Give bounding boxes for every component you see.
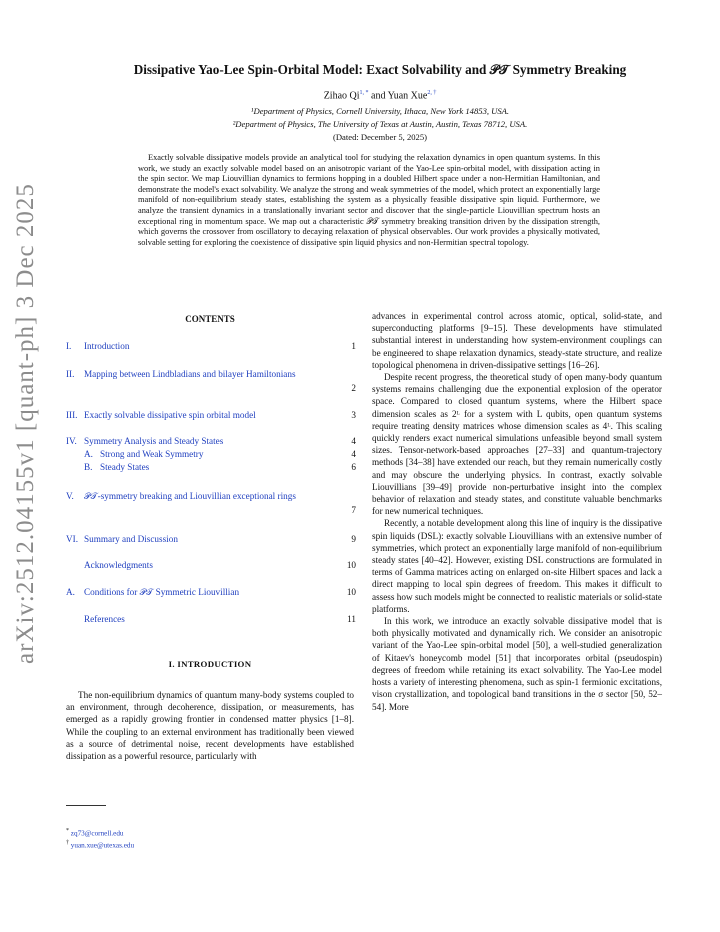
affiliation-2: ²Department of Physics, The University of Texas at Austin, Austin, Texas 78712, USA. [232,119,528,129]
affiliation-1: ¹Department of Physics, Cornell University, Ithaca, New York 14853, USA. [250,106,510,116]
table-of-contents: I. Introduction 1 II. Mapping between Lindbladians and bilayer Hamiltonians 2 III. Exactly solvable dissipative spin orbital model 3 IV. Symmetry Analysis and Steady States 4 A. Strong and Weak Symmetry 4 B. Steady States 6 V. 𝒫𝒯-symmetry breaking and Liouvillian exceptional rings 7 VI. Summary and Discussion 9 Acknowledgments 10 A. Conditions for 𝒫𝒯 Symmetric Liouvillian 10 References 11 [66,341,356,624]
date-line: (Dated: December 5, 2025) [332,132,427,142]
author-1: Zihao Qi [323,90,360,102]
right-column [372,310,662,713]
footnote-2: † yuan.xue@utexas.edu [66,840,135,850]
author-and: and [368,90,388,102]
email-link[interactable]: yuan.xue@utexas.edu [70,841,135,850]
footnote-1: * zq73@cornell.edu [66,828,124,838]
author-line [60,90,700,101]
contents-heading: CONTENTS [185,314,235,324]
paragraph: Despite recent progress, the theoretical study of open many-body quantum systems remains challenging due the exponential explosion of the operator space. Compared to closed quantum systems, where the Hilbert space dimension scales as 2ᴸ for a system with L qubits, open quantum systems require treating density matrices whose dimension scales as 4ᴸ. This scaling quickly renders exact numerical simulations unfeasible beyond small system sizes. Tensor-network-based approaches [27–33] and quantum-trajectory methods [34–38] have extended our reach, but they remain numerically costly and may obscure the underlying physics. In contrast, exactly solvable Liouvillians [39–49] provide non-perturbative insight into the complex behavior of relaxation and steady states, and constitute valuable benchmarks for new numerical techniques. [372,372,662,517]
abstract: Exactly solvable dissipative models provide an analytical tool for studying the relaxation dynamics in open quantum systems. In this work, we study an exactly solvable model based on an anisotropic variant of the Yao-Lee spin-orbital model, with dissipation acting in the spin sector. We map Liouvillian dynamics to fermions hopping in a doubled Hilbert space under a non-Hermitian Hamiltonian, and demonstrate the model's exact solvability. We analyze the strong and weak symmetries of the model, which protect an exponentially large manifold of non-equilibrium steady states, establishing the system as a physically feasible dissipative spin liquid. Furthermore, we analyze the transient dynamics in a translationally invariant sector and discover that the single-particle Liouvillian spectrum hosts an exceptional ring in momentum space. We map out a characteristic 𝒫𝒯 symmetry breaking transition driven by the dissipation strength, which governs the crossover from oscillatory to decaying relaxation of physical observables. Our work provides a physically motivated, solvable setting for exploring the coexistence of dissipative spin liquid physics and non-Hermitian spectral topology. [138,153,600,247]
email-link[interactable]: zq73@cornell.edu [70,829,124,838]
author-2: Yuan Xue [387,90,428,102]
footnotes [66,826,266,851]
footnote-rule [66,805,106,806]
paragraph: advances in experimental control across atomic, optical, solid-state, and superconducting platforms [9–15]. These developments have stimulated substantial interest in understanding how system-environment couplings can be engineered to shape relaxation dynamics, steady-state structure, and realize topological phenomena in driven-dissipative settings [16–26]. [372,311,662,370]
author-2-mark[interactable]: 2, † [427,90,437,96]
author-1-mark[interactable]: 1, * [359,90,369,96]
arxiv-identifier: arXiv:2512.04155v1 [quant-ph] 3 Dec 2025 [12,183,39,664]
section-heading-introduction: I. INTRODUCTION [168,659,252,669]
intro-left-column [66,689,354,762]
paper-title: Dissipative Yao-Lee Spin-Orbital Model: Exact Solvability and 𝒫𝒯 Symmetry Breaking [133,62,627,77]
paragraph: In this work, we introduce an exactly solvable dissipative model that is both physically motivated and dynamically rich. We consider an anisotropic variant of the Yao-Lee spin-orbital model [50], a well-studied generalization of Kitaev's honeycomb model [51] that incorporates orbital (pseudospin) degrees of freedom while retaining its exact solvability. The Yao-Lee model hosts a variety of interesting phenomena, such as spin-1 fermionic excitations, vison crystallization, and topological band transitions in the σ sector [50, 52–54]. More [372,616,662,712]
paragraph: The non-equilibrium dynamics of quantum many-body systems coupled to an environment, through decoherence, dissipation, or measurements, has emerged as a rapidly growing frontier in condensed matter physics [1–8]. While the coupling to an external environment has traditionally been viewed as a source of detrimental noise, recent developments have established dissipation as a powerful resource, particularly with [66,690,354,762]
paragraph: Recently, a notable development along this line of inquiry is the dissipative spin liquids (DSL): exactly solvable Liouvillians with an extensive number of symmetries, which protect an exponentially large manifold of non-equilibrium steady states [40–42]. However, existing DSL constructions are formulated in terms of Gamma matrices acting on enlarged on-site Hilbert spaces and lack a direct mapping to local spin degrees of freedom. This makes it difficult to assess how such models might be connected to realistic materials or solid-state platforms. [372,518,662,614]
